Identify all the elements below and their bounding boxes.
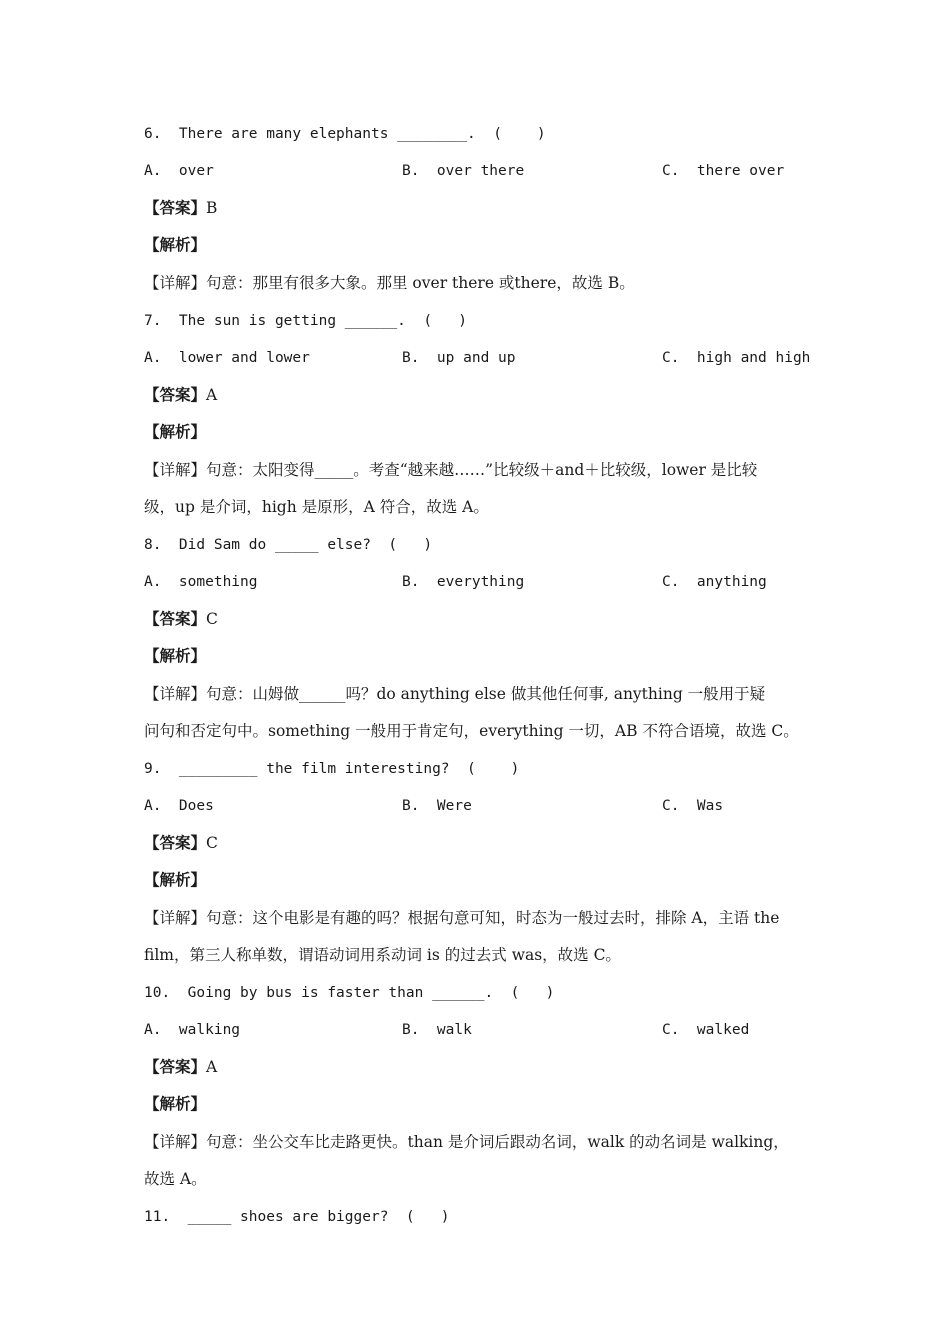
answer-line — [144, 1057, 217, 1077]
answer-label: 【答案】 — [144, 1057, 207, 1076]
detail-line: 【详解】句意：山姆做______吗？do anything else 做其他任何事, anything 一般用于疑 — [144, 685, 766, 703]
option-b: B. walk — [402, 1022, 472, 1038]
option-c: C. walked — [662, 1022, 750, 1038]
question-stem: 8. Did Sam do _____ else? ( ) — [144, 537, 433, 553]
detail-line: 级，up 是介词，high 是原形，A 符合，故选 A。 — [144, 498, 489, 516]
option-b: B. everything — [402, 574, 525, 590]
option-a: A. something — [144, 574, 258, 590]
question-stem: 11. _____ shoes are bigger? ( ) — [144, 1209, 450, 1225]
detail-line: 故选 A。 — [144, 1170, 207, 1188]
answer-value: C — [206, 610, 218, 628]
answer-label: 【答案】 — [144, 198, 207, 217]
question-stem: 6. There are many elephants ________. ( ) — [144, 126, 546, 142]
analysis-label: 【解析】 — [144, 422, 207, 441]
detail-line: film，第三人称单数，谓语动词用系动词 is 的过去式 was，故选 C。 — [144, 946, 621, 964]
detail-line: 【详解】句意：那里有很多大象。那里 over there 或there，故选 B。 — [144, 274, 635, 292]
option-c: C. Was — [662, 798, 724, 814]
detail-line: 【详解】句意：太阳变得_____。考查“越来越……”比较级＋and＋比较级，lower 是比较 — [144, 461, 758, 479]
answer-label: 【答案】 — [144, 385, 207, 404]
analysis-label: 【解析】 — [144, 235, 207, 254]
answer-line — [144, 833, 218, 853]
option-c: C. anything — [662, 574, 767, 590]
question-stem: 10. Going by bus is faster than ______. ( ) — [144, 985, 555, 1001]
option-row — [144, 161, 824, 181]
answer-value: C — [206, 834, 218, 852]
answer-value: A — [206, 1058, 218, 1076]
analysis-label: 【解析】 — [144, 870, 207, 889]
analysis-label: 【解析】 — [144, 646, 207, 665]
option-c: C. there over — [662, 163, 785, 179]
detail-line: 问句和否定句中。something 一般用于肯定句，everything 一切，AB 不符合语境，故选 C。 — [144, 722, 799, 740]
answer-line — [144, 609, 218, 629]
answer-value: B — [206, 199, 218, 217]
option-a: A. lower and lower — [144, 350, 310, 366]
option-c: C. high and high — [662, 350, 811, 366]
answer-label: 【答案】 — [144, 609, 207, 628]
answer-label: 【答案】 — [144, 833, 207, 852]
option-row — [144, 348, 824, 368]
option-b: B. up and up — [402, 350, 516, 366]
question-stem: 9. _________ the film interesting? ( ) — [144, 761, 520, 777]
question-stem: 7. The sun is getting ______. ( ) — [144, 313, 468, 329]
option-a: A. walking — [144, 1022, 241, 1038]
option-b: B. Were — [402, 798, 472, 814]
option-row — [144, 572, 824, 592]
option-b: B. over there — [402, 163, 525, 179]
option-a: A. Does — [144, 798, 214, 814]
option-row — [144, 796, 824, 816]
detail-line: 【详解】句意：这个电影是有趣的吗？根据句意可知，时态为一般过去时，排除 A，主语 the — [144, 909, 780, 927]
option-row — [144, 1020, 824, 1040]
document-page — [144, 0, 824, 1344]
answer-line — [144, 198, 217, 218]
analysis-label: 【解析】 — [144, 1094, 207, 1113]
detail-line: 【详解】句意：坐公交车比走路更快。than 是介词后跟动名词，walk 的动名词是 walking， — [144, 1133, 789, 1151]
option-a: A. over — [144, 163, 214, 179]
answer-line — [144, 385, 217, 405]
answer-value: A — [206, 386, 218, 404]
